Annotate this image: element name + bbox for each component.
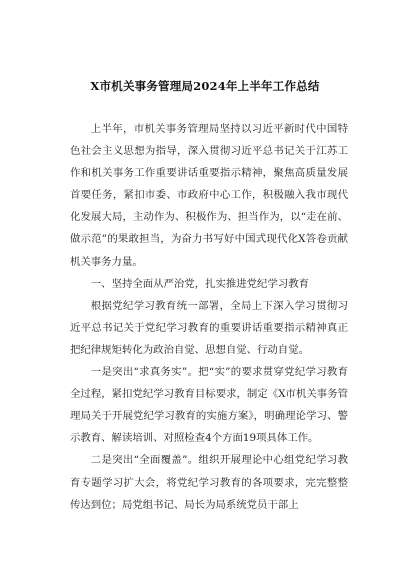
section-heading: 一、坚持全面从严治党，扎实推进党纪学习教育 — [90, 277, 309, 290]
document-title: X市机关事务管理局2024年上半年工作总结 — [90, 79, 320, 93]
point-two-paragraph: 二是突出“全面覆盖”。组织开展理论中心组党纪学习教育专题学习扩大会，将党纪学习教育的各项要求，完完整整传达到位；局党组书记、局长为局系统党员干部上 — [70, 454, 348, 511]
point-one-paragraph: 一是突出“求真务实”。把“实”的要求贯穿党纪学习教育全过程，紧扣党纪学习教育目标要求，制定《X市机关事务管理局关于开展党纪学习教育的实施方案》，明确理论学习、警示教育、解读培训、对照检查4个方面19项具体工作。 — [70, 366, 348, 445]
document-body — [70, 118, 348, 516]
intro-paragraph: 上半年，市机关事务管理局坚持以习近平新时代中国特色社会主义思想为指导，深入贯彻习近平总书记关于江苏工作和机关事务工作重要讲话重要指示精神，聚焦高质量发展首要任务，紧扣市委、市政府中心工作，积极融入我市现代化发展大局，主动作为、积极作为、担当作为，以“走在前、做示范”的果敢担当，为奋力书写好中国式现代化X答卷贡献机关事务力量。 — [70, 123, 348, 268]
section-paragraph: 根据党纪学习教育统一部署，全局上下深入学习贯彻习近平总书记关于党纪学习教育的重要讲话重要指示精神真正把纪律规矩转化为政治自觉、思想自觉、行动自觉。 — [70, 299, 348, 356]
